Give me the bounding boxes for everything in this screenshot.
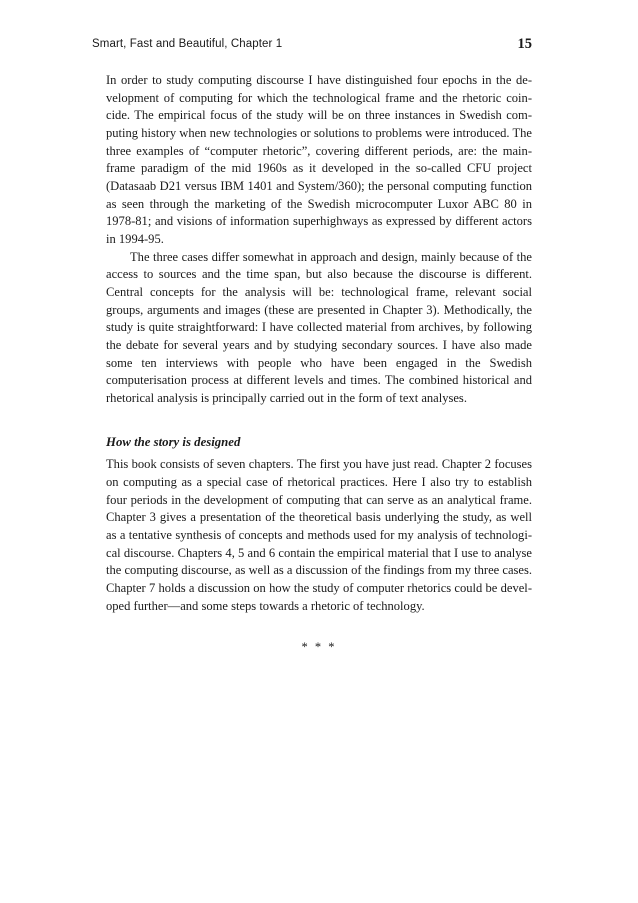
section-heading: How the story is designed <box>106 435 241 450</box>
body-text <box>106 72 532 657</box>
paragraph-cases: The three cases differ somewhat in approach and design, mainly because of the access to sources and the time span, but also because the discourse is different. Central concepts for the analysis will be: technological frame, relevant social groups, arguments and images (these are presented in Chapter 3). Methodically, the study is quite straightforward: I have collected material from archives, by following the debate for several years and by studying secondary sources. I have also made some ten interviews with people who have been engaged in the Swedish computerisation process at different levels and times. The combined historical and rhetorical analysis is principally carried out in the form of text analyses. <box>106 249 532 405</box>
paragraph-book-structure: This book consists of seven chapters. The first you have just read. Chapter 2 focuses on computing as a special case of rhetorical practices. Here I also try to establish four periods in the development of computing that can serve as an analytical frame. Chapter 3 gives a presentation of the theoretical basis underlying the study, as well as a tentative synthesis of concepts and methods used for my analysis of technological discourse. Chapters 4, 5 and 6 contain the empirical material that I use to analyse the computing discourse, as well as a discussion of the findings from my three cases. Chapter 7 holds a discussion on how the study of computer rhetorics could be developed further—and some steps towards a rhetoric of technology. <box>106 457 532 613</box>
page-number: 15 <box>517 36 532 52</box>
running-header-title: Smart, Fast and Beautiful, Chapter 1 <box>92 38 283 50</box>
section-separator: * * * <box>301 640 337 655</box>
running-header <box>92 36 532 54</box>
paragraph-epochs: In order to study computing discourse I have distinguished four epochs in the development of computing for which the technological frame and the rhetoric coincide. The empirical focus of the study will be on three instances in Swedish computing history when new technologies or solutions to problems were introduced. The three examples of “computer rhetoric”, covering different periods, are: the mainframe paradigm of the mid 1960s as it developed in the so-called CFU project (Datasaab D21 versus IBM 1401 and System/360); the personal computing function as seen through the marketing of the Swedish microcomputer Luxor ABC 80 in 1978-81; and visions of information superhighways as expressed by different actors in 1994-95. <box>106 73 532 246</box>
